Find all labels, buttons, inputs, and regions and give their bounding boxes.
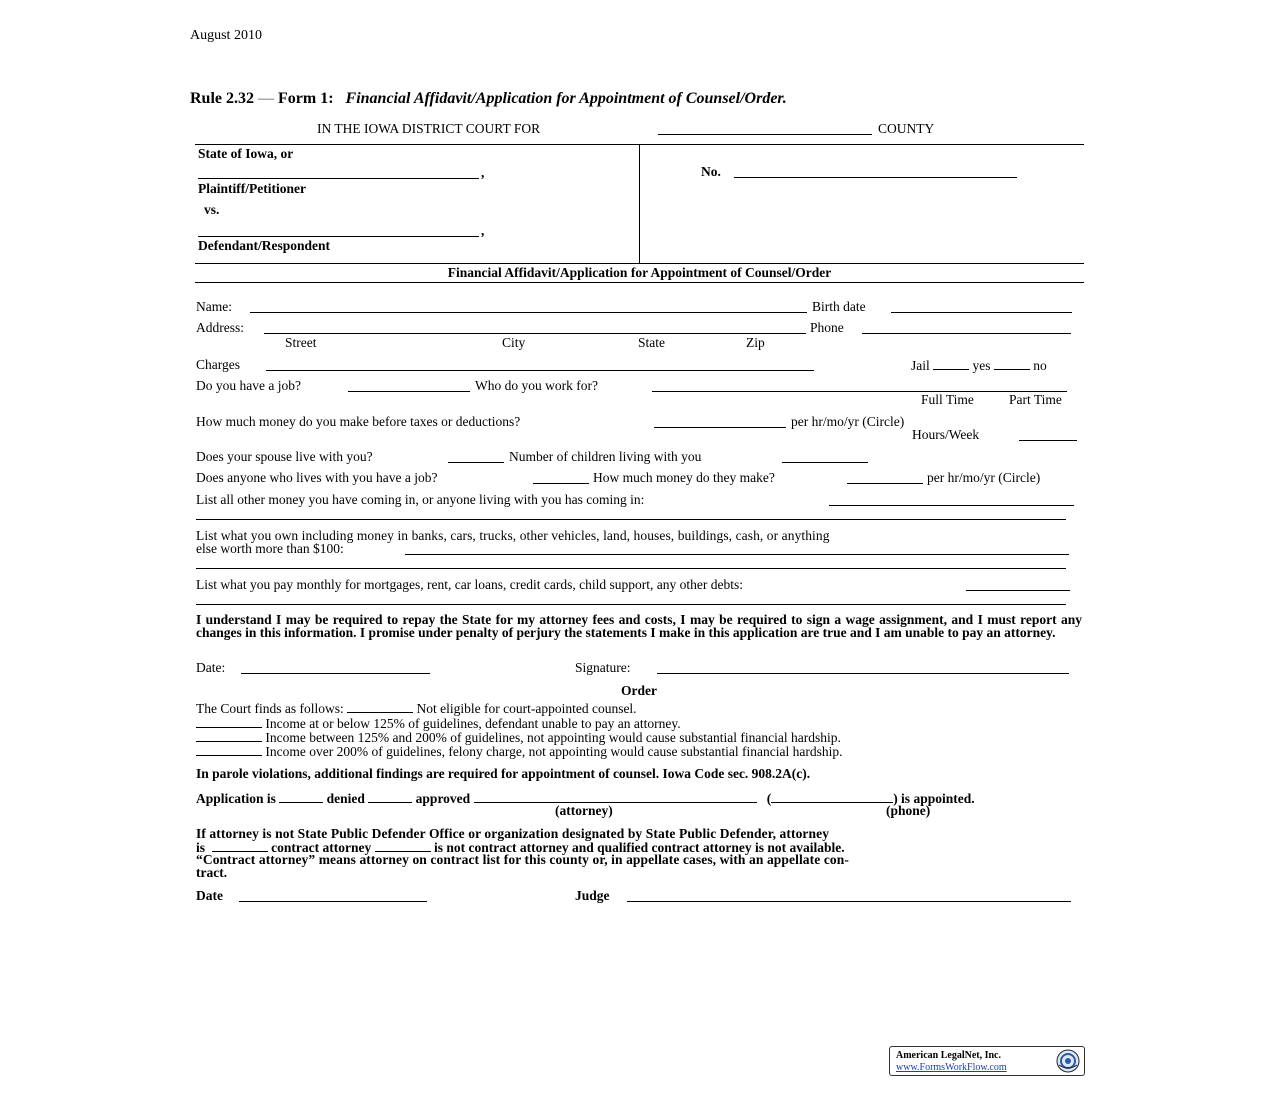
not-eligible-field[interactable] bbox=[347, 700, 413, 713]
contract-line-1: If attorney is not State Public Defender Office or organization designated by State Public Defender, attorney bbox=[196, 826, 830, 841]
contract-attorney-field[interactable] bbox=[212, 839, 268, 852]
income-period-label: per hr/mo/yr (Circle) bbox=[791, 414, 905, 429]
jail-yes-label: yes bbox=[972, 358, 991, 373]
assets-label-line2: else worth more than $100: bbox=[196, 541, 344, 556]
plaintiff-name-field[interactable] bbox=[198, 178, 479, 179]
income-question: How much money do you make before taxes or deductions? bbox=[196, 414, 521, 429]
attorney-field[interactable] bbox=[474, 790, 757, 803]
plaintiff-comma: , bbox=[481, 165, 485, 180]
income-field[interactable] bbox=[654, 427, 786, 428]
form-number: Form 1: bbox=[278, 90, 334, 107]
zip-sublabel: Zip bbox=[746, 335, 765, 350]
heading-dash: — bbox=[258, 90, 274, 107]
phone-label: Phone bbox=[810, 320, 844, 335]
denied-label: denied bbox=[326, 791, 365, 806]
signature-label: Signature: bbox=[575, 660, 631, 675]
charges-field[interactable] bbox=[266, 370, 814, 371]
court-finds-label: The Court finds as follows: bbox=[196, 701, 344, 716]
approved-label: approved bbox=[415, 791, 471, 806]
not-contract-attorney-field[interactable] bbox=[375, 839, 431, 852]
contract-line-3: “Contract attorney” means attorney on contract list for this county or, in appellate cases, with an appellate con- bbox=[196, 852, 849, 867]
children-question: Number of children living with you bbox=[509, 449, 702, 464]
state-label: State of Iowa, or bbox=[198, 146, 294, 161]
defendant-name-field[interactable] bbox=[198, 236, 479, 237]
contract-attorney-label: contract attorney bbox=[271, 840, 372, 855]
court-suffix: COUNTY bbox=[878, 121, 935, 136]
case-number-label: No. bbox=[701, 164, 721, 179]
street-sublabel: Street bbox=[285, 335, 317, 350]
phone-sublabel: (phone) bbox=[886, 803, 931, 818]
hours-week-label: Hours/Week bbox=[912, 427, 980, 442]
plaintiff-label: Plaintiff/Petitioner bbox=[198, 181, 306, 196]
finding-option-3 bbox=[196, 743, 842, 760]
logo-company-name: American LegalNet, Inc. bbox=[896, 1050, 1001, 1061]
name-field[interactable] bbox=[250, 312, 807, 313]
assets-label-line1: List what you own including money in banks, cars, trucks, other vehicles, land, houses, buildings, cash, or anything bbox=[196, 528, 830, 543]
household-income-question: How much money do they make? bbox=[593, 470, 775, 485]
charges-label: Charges bbox=[196, 357, 240, 372]
phone-open-paren: ( bbox=[766, 791, 772, 806]
court-prefix: IN THE IOWA DISTRICT COURT FOR bbox=[317, 121, 541, 136]
jail-no-field[interactable] bbox=[994, 357, 1030, 370]
children-field[interactable] bbox=[782, 462, 868, 463]
section-title-rule bbox=[195, 282, 1084, 283]
birth-date-field[interactable] bbox=[891, 312, 1072, 313]
form-heading bbox=[190, 90, 787, 108]
household-income-period-label: per hr/mo/yr (Circle) bbox=[927, 470, 1041, 485]
assets-field-2[interactable] bbox=[196, 568, 1066, 569]
caption-divider bbox=[639, 144, 640, 263]
contract-is-label: is bbox=[196, 840, 206, 855]
is-appointed-label: ) is appointed. bbox=[893, 791, 975, 806]
part-time-option[interactable]: Part Time bbox=[1009, 392, 1062, 407]
employer-field[interactable] bbox=[652, 391, 1067, 392]
jail-no-label: no bbox=[1033, 358, 1047, 373]
debts-label: List what you pay monthly for mortgages, rent, car loans, credit cards, child support, any other debts: bbox=[196, 577, 743, 592]
rule-number: Rule 2.32 bbox=[190, 90, 254, 107]
finding-3-field[interactable] bbox=[196, 743, 262, 756]
not-contract-label: is not contract attorney and qualified contract attorney is not available. bbox=[433, 840, 845, 855]
jail-yes-field[interactable] bbox=[933, 357, 969, 370]
order-title: Order bbox=[621, 683, 657, 698]
spouse-field[interactable] bbox=[448, 462, 504, 463]
document-date: August 2010 bbox=[190, 28, 262, 43]
jail-group bbox=[911, 357, 1047, 374]
denied-field[interactable] bbox=[279, 790, 323, 803]
order-date-field[interactable] bbox=[239, 901, 427, 902]
judge-signature-field[interactable] bbox=[627, 901, 1071, 902]
section-title: Financial Affidavit/Application for Appointment of Counsel/Order bbox=[447, 265, 832, 280]
address-label: Address: bbox=[196, 320, 244, 335]
finding-1-label: Income at or below 125% of guidelines, defendant unable to pay an attorney. bbox=[265, 716, 681, 731]
defendant-comma: , bbox=[481, 223, 485, 238]
applicant-date-label: Date: bbox=[196, 660, 226, 675]
city-sublabel: City bbox=[502, 335, 526, 350]
job-question: Do you have a job? bbox=[196, 378, 301, 393]
hours-week-field[interactable] bbox=[1019, 440, 1077, 441]
household-income-field[interactable] bbox=[847, 483, 923, 484]
applicant-date-field[interactable] bbox=[241, 673, 430, 674]
debts-field-2[interactable] bbox=[196, 604, 1066, 605]
caption-bottom-rule bbox=[195, 263, 1084, 264]
order-date-label: Date bbox=[196, 888, 223, 903]
state-sublabel: State bbox=[638, 335, 665, 350]
form-title: Financial Affidavit/Application for Appointment of Counsel/Order. bbox=[345, 90, 787, 107]
defendant-label: Defendant/Respondent bbox=[198, 238, 331, 253]
full-time-option[interactable]: Full Time bbox=[921, 392, 974, 407]
judge-label: Judge bbox=[575, 888, 610, 903]
not-eligible-label: Not eligible for court-appointed counsel. bbox=[416, 701, 637, 716]
debts-field[interactable] bbox=[966, 590, 1070, 591]
jail-label: Jail bbox=[911, 358, 930, 373]
contract-line-4: tract. bbox=[196, 865, 228, 880]
vs-label: vs. bbox=[204, 202, 220, 217]
finding-3-label: Income over 200% of guidelines, felony charge, not appointing would cause substantial financial hardship. bbox=[265, 744, 843, 759]
birth-date-label: Birth date bbox=[812, 299, 866, 314]
parole-note: In parole violations, additional findings are required for appointment of counsel. Iowa Code sec. 908.2A(c). bbox=[196, 766, 811, 781]
attorney-sublabel: (attorney) bbox=[555, 803, 613, 818]
work-for-label: Who do you work for? bbox=[475, 378, 598, 393]
approved-field[interactable] bbox=[368, 790, 412, 803]
other-income-field[interactable] bbox=[829, 505, 1074, 506]
case-number-field[interactable] bbox=[734, 177, 1017, 178]
globe-icon bbox=[1056, 1049, 1080, 1073]
household-job-field[interactable] bbox=[533, 483, 589, 484]
logo-url-link[interactable]: www.FormsWorkFlow.com bbox=[896, 1062, 1007, 1073]
signature-field[interactable] bbox=[657, 673, 1069, 674]
household-job-question: Does anyone who lives with you have a job? bbox=[196, 470, 438, 485]
name-label: Name: bbox=[196, 299, 232, 314]
attorney-phone-field[interactable] bbox=[771, 790, 893, 803]
finding-2-field[interactable] bbox=[196, 729, 262, 742]
application-is-label: Application is bbox=[196, 791, 276, 806]
finding-1-field[interactable] bbox=[196, 715, 262, 728]
address-field[interactable] bbox=[264, 333, 806, 334]
perjury-statement: I understand I may be required to repay the State for my attorney fees and costs, I may be required to sign a wage assignment, and I must report any changes in this information. I promise under penalty of perjury the statements I make in this application are true and I am unable to pay an attorney. bbox=[196, 612, 1082, 640]
county-field[interactable] bbox=[658, 134, 872, 135]
american-legalnet-logo[interactable] bbox=[889, 1046, 1085, 1076]
assets-field[interactable] bbox=[405, 554, 1069, 555]
other-income-field-2[interactable] bbox=[196, 519, 1066, 520]
job-field[interactable] bbox=[348, 391, 470, 392]
finding-2-label: Income between 125% and 200% of guidelines, not appointing would cause substantial financial hardship. bbox=[265, 730, 841, 745]
phone-field[interactable] bbox=[862, 333, 1071, 334]
other-income-label: List all other money you have coming in, or anyone living with you has coming in: bbox=[196, 492, 645, 507]
spouse-question: Does your spouse live with you? bbox=[196, 449, 373, 464]
